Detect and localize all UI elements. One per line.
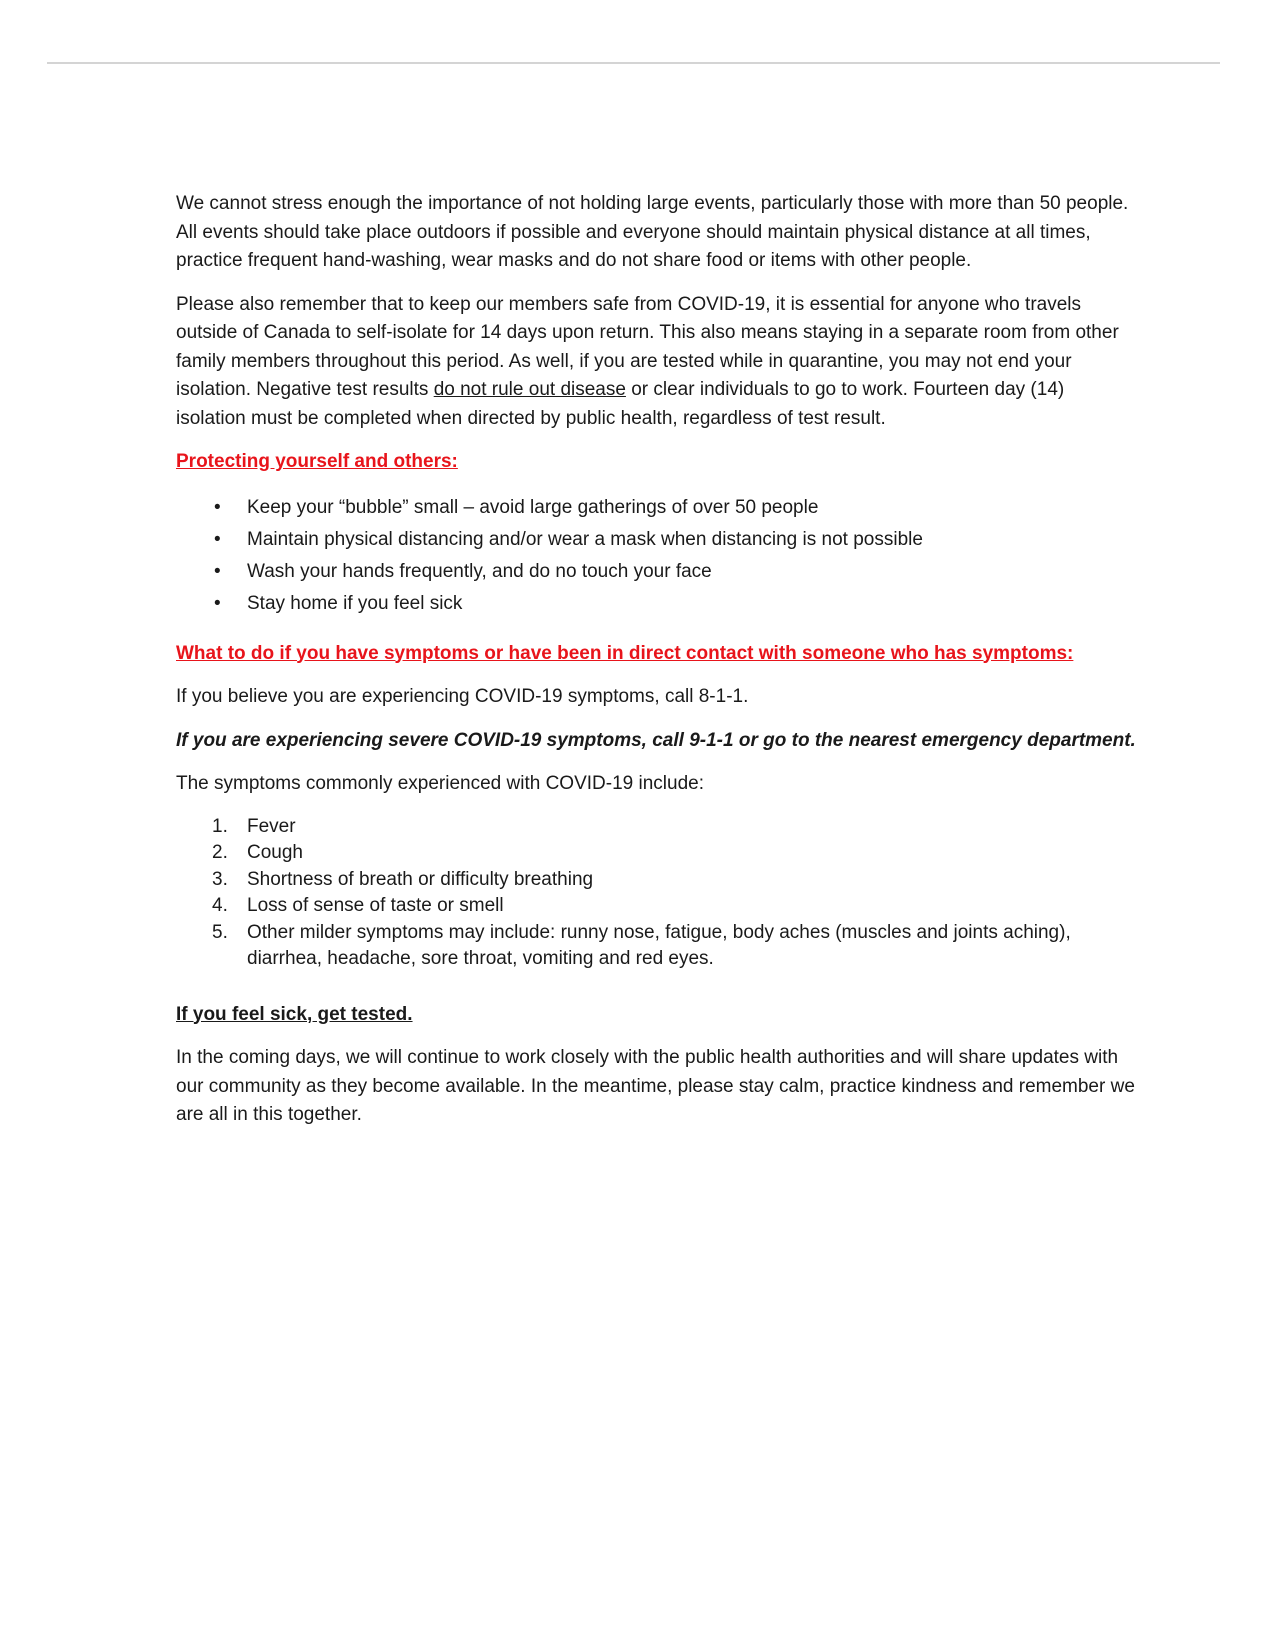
travel-text-before: Please also remember that to keep our members safe from COVID-19, it is essential for anyone who travels outside of Canada to self-isolate for 14 days upon return. This also means staying in a separate room from other family members throughout this period. As well, if you are tested while in quarantine, you may not end your isolation. Negative test results [176,293,1119,400]
closing-paragraph: In the coming days, we will continue to work closely with the public health authorities and will share updates with our community as they become available. In the meantime, please stay calm, practice kindness and remember we are all in this together. [176,1047,1135,1125]
list-item [176,556,1136,588]
list-number: 4. [212,895,228,916]
list-item [176,840,1136,867]
list-item-text: Wash your hands frequently, and do no touch your face [247,560,712,582]
list-item-text: Maintain physical distancing and/or wear a mask when distancing is not possible [247,528,923,550]
list-number: 1. [212,815,228,837]
list-item [176,893,1136,920]
list-item [176,524,1136,556]
header-rule [47,62,1220,64]
list-item-text: Fever [247,815,296,837]
travel-text-after: or clear individuals to go to work. Fourteen day (14) isolation must be completed when directed by public health, regardless of test result. [176,379,1065,429]
list-item [176,492,1136,524]
list-item-text: Keep your “bubble” small – avoid large gatherings of over 50 people [247,496,819,518]
list-item-text: Stay home if you feel sick [247,592,463,614]
symptoms-list [176,814,1136,973]
document-body [176,190,1136,1145]
list-number: 3. [212,868,228,890]
bullet-icon: • [214,528,221,550]
call-811-line: If you believe you are experiencing COVID-19 symptoms, call 8-1-1. [176,686,749,707]
list-item [176,588,1136,620]
get-tested-heading: If you feel sick, get tested. [176,1003,413,1025]
events-paragraph: We cannot stress enough the importance of not holding large events, particularly those with more than 50 people. All events should take place outdoors if possible and everyone should maintain physical distance at all times, practice frequent hand-washing, wear masks and do not share food or items with other people. [176,193,1129,271]
list-item-text: Loss of sense of taste or smell [247,895,504,916]
underlined-emphasis: do not rule out disease [433,379,626,400]
bullet-icon: • [214,496,221,518]
list-item-text: Other milder symptoms may include: runny nose, fatigue, body aches (muscles and joints aching), diarrhea, headache, sore throat, vomiting and red eyes. [247,921,1071,969]
list-item [176,867,1136,894]
list-item [176,814,1136,841]
protecting-list [176,492,1136,620]
bullet-icon: • [214,592,221,614]
list-item-text: Cough [247,842,303,863]
protecting-heading: Protecting yourself and others: [176,451,458,472]
travel-isolation-paragraph [176,291,1136,434]
list-number: 2. [212,842,228,863]
bullet-icon: • [214,560,221,582]
symptoms-intro: The symptoms commonly experienced with COVID-19 include: [176,773,704,794]
list-number: 5. [212,921,228,943]
list-item [176,920,1136,973]
list-item-text: Shortness of breath or difficulty breathing [247,868,594,890]
symptoms-heading: What to do if you have symptoms or have been in direct contact with someone who has symptoms: [176,642,1074,664]
call-911-line: If you are experiencing severe COVID-19 symptoms, call 9-1-1 or go to the nearest emergency department. [176,729,1136,751]
